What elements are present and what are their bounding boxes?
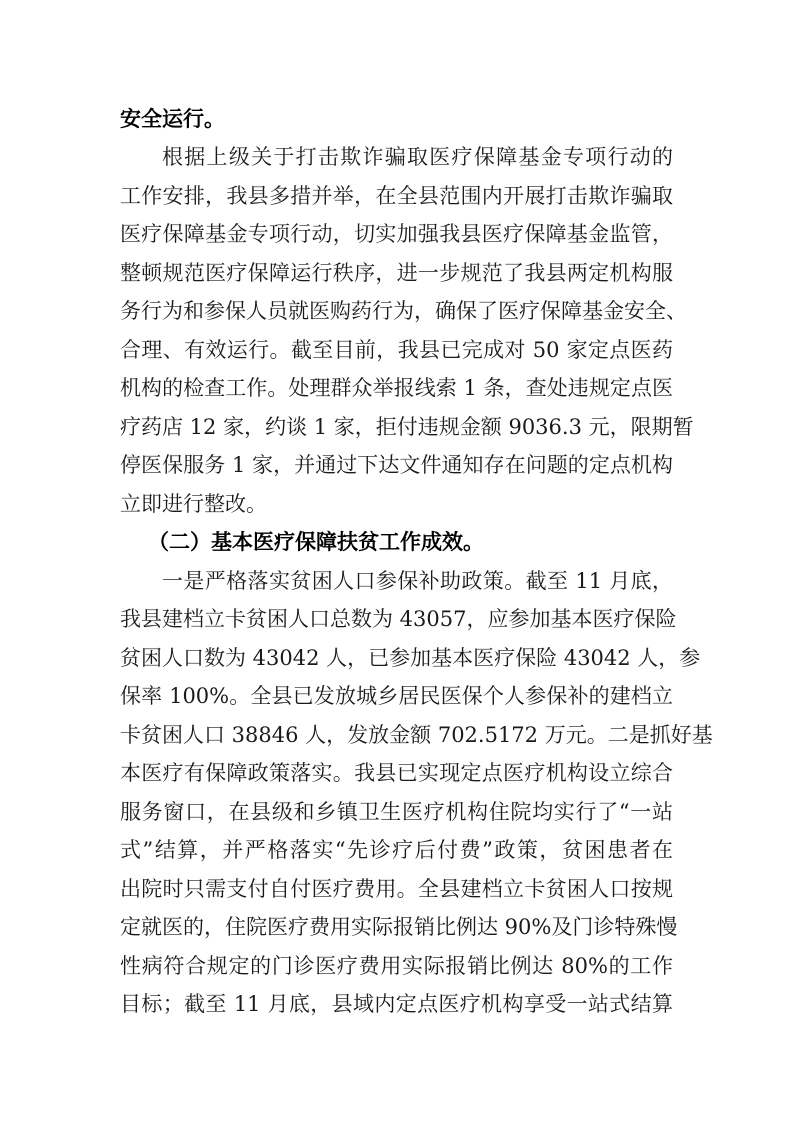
text-line: 整顿规范医疗保障运行秩序，进一步规范了我县两定机构服 [120, 261, 673, 285]
text-line: 本医疗有保障政策落实。我县已实现定点医疗机构设立综合 [120, 761, 673, 785]
text-line: 疗药店 12 家，约谈 1 家，拒付违规金额 9036.3 元，限期暂 [120, 415, 694, 439]
text-line: 保率 100%。全县已发放城乡居民医保个人参保补的建档立 [120, 684, 673, 708]
paragraph-last-line: 立即进行整改。 [120, 492, 267, 516]
text-line: 式”结算，并严格落实“先诊疗后付费”政策，贫困患者在 [120, 838, 673, 862]
text-line: 出院时只需支付自付医疗费用。全县建档立卡贫困人口按规 [120, 877, 673, 901]
text-line: 卡贫困人口 38846 人，发放金额 702.5172 万元。二是抓好基 [120, 723, 713, 747]
text-line: 服务窗口，在县级和乡镇卫生医疗机构住院均实行了“一站 [120, 800, 673, 824]
paragraph-first-line: 一是严格落实贫困人口参保补助政策。截至 11 月底， [162, 569, 673, 593]
text-line-continuation-bold: 安全运行。 [120, 107, 225, 131]
text-line: 性病符合规定的门诊医疗费用实际报销比例达 80%的工作 [120, 954, 673, 978]
text-line: 务行为和参保人员就医购药行为，确保了医疗保障基金安全、 [120, 299, 687, 323]
text-line: 工作安排，我县多措并举，在全县范围内开展打击欺诈骗取 [120, 184, 673, 208]
text-line: 目标；截至 11 月底，县域内定点医疗机构享受一站式结算 [120, 992, 673, 1016]
text-line: 合理、有效运行。截至目前，我县已完成对 50 家定点医药 [120, 338, 673, 362]
text-line: 机构的检查工作。处理群众举报线索 1 条，查处违规定点医 [120, 376, 673, 400]
text-line: 定就医的，住院医疗费用实际报销比例达 90%及门诊特殊慢 [120, 915, 678, 939]
text-line: 停医保服务 1 家，并通过下达文件通知存在问题的定点机构 [120, 453, 673, 477]
text-line: 医疗保障基金专项行动，切实加强我县医疗保障基金监管， [120, 222, 673, 246]
text-line: 贫困人口数为 43042 人，已参加基本医疗保险 43042 人，参 [120, 646, 701, 670]
section-heading: （二）基本医疗保障扶贫工作成效。 [148, 530, 484, 554]
text-line: 我县建档立卡贫困人口总数为 43057，应参加基本医疗保险 [120, 607, 677, 631]
paragraph-first-line: 根据上级关于打击欺诈骗取医疗保障基金专项行动的 [162, 145, 673, 169]
